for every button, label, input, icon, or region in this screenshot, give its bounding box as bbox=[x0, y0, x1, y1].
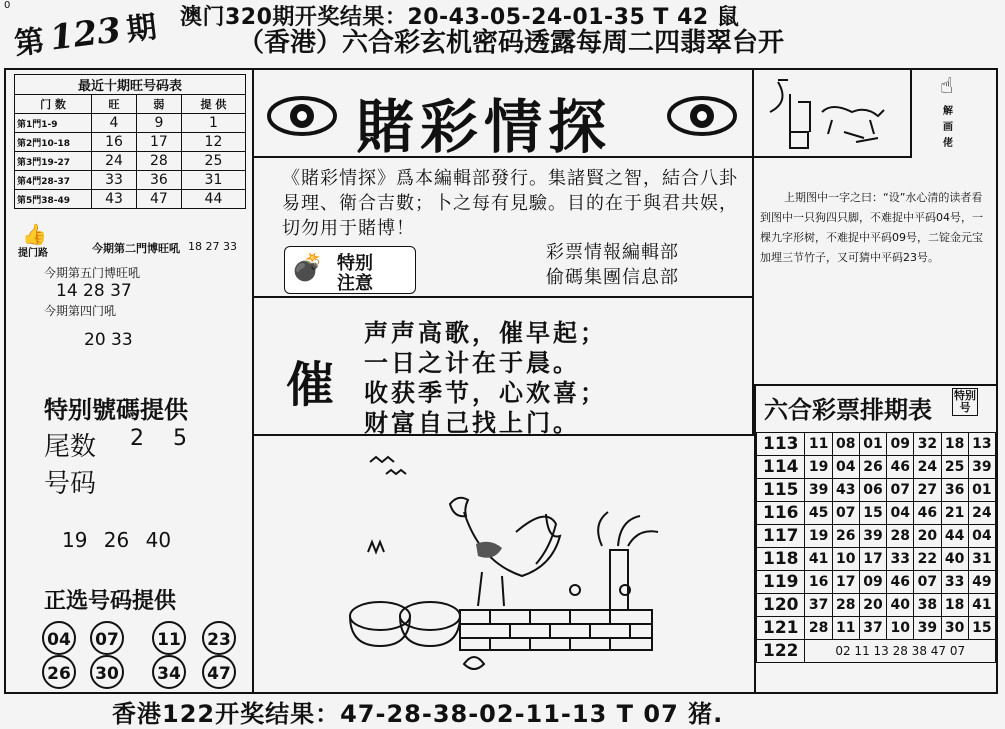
cell: 36 bbox=[136, 171, 181, 190]
cell: 9 bbox=[136, 114, 181, 133]
cell: 32 bbox=[914, 433, 941, 456]
issue-cell: 122 bbox=[757, 640, 805, 663]
table-row bbox=[15, 190, 246, 209]
cell: 44 bbox=[181, 190, 245, 209]
col-header: 提 供 bbox=[181, 95, 245, 114]
cell: 02 11 13 28 38 47 07 bbox=[805, 640, 996, 663]
cell: 07 bbox=[887, 479, 914, 502]
selected-title: 正选号码提供 bbox=[44, 589, 177, 614]
cell: 11 bbox=[805, 433, 832, 456]
selected-number: 04 bbox=[42, 621, 76, 655]
selected-number: 23 bbox=[202, 621, 236, 655]
cell: 15 bbox=[859, 502, 886, 525]
poem-line: 一日之计在于晨。 bbox=[364, 349, 580, 377]
cell: 45 bbox=[805, 502, 832, 525]
cell: 18 bbox=[941, 433, 968, 456]
cell: 41 bbox=[805, 548, 832, 571]
fifth-gate-numbers: 14 28 37 bbox=[56, 281, 132, 301]
recent-table-header bbox=[15, 95, 246, 114]
cell: 20 bbox=[859, 594, 886, 617]
schedule-title: 六合彩票排期表 bbox=[764, 396, 932, 424]
cell: 46 bbox=[914, 502, 941, 525]
hk-result: 香港122开奖结果：47-28-38-02-11-13 T 07 猪. bbox=[112, 700, 724, 728]
cell: 04 bbox=[887, 502, 914, 525]
special-cell: 49 bbox=[968, 571, 995, 594]
table-row bbox=[757, 433, 996, 456]
thumb-icon: 👍 bbox=[22, 222, 47, 246]
second-gate-numbers: 18 27 33 bbox=[188, 240, 237, 253]
table-row bbox=[15, 171, 246, 190]
row-label: 第5門38-49 bbox=[15, 190, 92, 209]
cell: 25 bbox=[941, 456, 968, 479]
cell: 20 bbox=[914, 525, 941, 548]
schedule-special-label: 特别号 bbox=[954, 389, 976, 414]
cell: 06 bbox=[859, 479, 886, 502]
fourth-gate-label: 今期第四门吼 bbox=[44, 304, 117, 318]
issue-cell: 118 bbox=[757, 548, 805, 571]
special-cell: 01 bbox=[968, 479, 995, 502]
issue-cell: 120 bbox=[757, 594, 805, 617]
notice-label-1: 特别 bbox=[337, 253, 373, 274]
cell: 19 bbox=[805, 525, 832, 548]
number-label: 号码 bbox=[44, 469, 97, 499]
fourth-gate-numbers: 20 33 bbox=[84, 330, 133, 350]
cell: 07 bbox=[914, 571, 941, 594]
cell: 43 bbox=[92, 190, 137, 209]
cell: 10 bbox=[887, 617, 914, 640]
bomb-icon: 💣 bbox=[291, 253, 324, 283]
rooster-illustration bbox=[340, 448, 670, 678]
selected-number: 26 bbox=[42, 655, 76, 689]
hand-icon: ☝ bbox=[940, 74, 954, 99]
issue-cell: 116 bbox=[757, 502, 805, 525]
table-row bbox=[15, 152, 246, 171]
cell: 1 bbox=[181, 114, 245, 133]
special-cell: 04 bbox=[968, 525, 995, 548]
cell: 11 bbox=[832, 617, 859, 640]
table-row bbox=[757, 640, 996, 663]
special-cell: 24 bbox=[968, 502, 995, 525]
special-cell: 31 bbox=[968, 548, 995, 571]
tail-values: 2 5 bbox=[130, 426, 187, 451]
cell: 17 bbox=[136, 133, 181, 152]
cell: 33 bbox=[92, 171, 137, 190]
cell: 04 bbox=[832, 456, 859, 479]
cell: 39 bbox=[805, 479, 832, 502]
issue-cell: 117 bbox=[757, 525, 805, 548]
poem-line: 财富自己找上门。 bbox=[364, 409, 580, 437]
table-row bbox=[757, 571, 996, 594]
table-row bbox=[757, 456, 996, 479]
recent-table-wrap bbox=[14, 74, 246, 209]
cell: 17 bbox=[859, 548, 886, 571]
explanation-text: 上期图中一字之曰：“设”水心清的读者看到图中一只狗四只脚，不难捉中平码04号，一棵九字形树，不难捉中平码09号，二锭金元宝加埋三节竹子，又可猜中平码23号。 bbox=[760, 191, 983, 264]
recent-table-title: 最近十期旺号码表 bbox=[14, 74, 246, 94]
cell: 46 bbox=[887, 571, 914, 594]
cell: 26 bbox=[859, 456, 886, 479]
cell: 28 bbox=[136, 152, 181, 171]
table-row bbox=[15, 114, 246, 133]
table-row bbox=[757, 548, 996, 571]
cell: 28 bbox=[805, 617, 832, 640]
cell: 33 bbox=[941, 571, 968, 594]
issue-number: 123 bbox=[47, 10, 124, 59]
dept-2: 偷碼集團信息部 bbox=[546, 267, 679, 288]
table-row bbox=[757, 525, 996, 548]
cell: 30 bbox=[941, 617, 968, 640]
cell: 01 bbox=[859, 433, 886, 456]
poem-line: 收获季节，心欢喜； bbox=[364, 379, 607, 407]
fifth-gate-label: 今期第五门博旺吼 bbox=[44, 266, 141, 280]
issue-cell: 121 bbox=[757, 617, 805, 640]
cell: 08 bbox=[832, 433, 859, 456]
cell: 4 bbox=[92, 114, 137, 133]
selected-number: 30 bbox=[90, 655, 124, 689]
banner-title: 賭彩情探 bbox=[356, 93, 613, 161]
table-row bbox=[15, 133, 246, 152]
row-label: 第3門19-27 bbox=[15, 152, 92, 171]
recent-table bbox=[14, 94, 246, 209]
cell: 16 bbox=[92, 133, 137, 152]
tail-label: 尾数 bbox=[44, 432, 97, 462]
table-row bbox=[757, 479, 996, 502]
cell: 37 bbox=[859, 617, 886, 640]
cell: 38 bbox=[914, 594, 941, 617]
cell: 28 bbox=[887, 525, 914, 548]
col-header: 弱 bbox=[136, 95, 181, 114]
cell: 17 bbox=[832, 571, 859, 594]
notice-badge bbox=[284, 246, 416, 294]
eye-icon bbox=[666, 94, 738, 138]
row-label: 第1門1-9 bbox=[15, 114, 92, 133]
cell: 44 bbox=[941, 525, 968, 548]
cell: 16 bbox=[805, 571, 832, 594]
cell: 39 bbox=[914, 617, 941, 640]
issue-prefix: 第 bbox=[12, 23, 47, 63]
col-header: 旺 bbox=[92, 95, 137, 114]
second-gate-label: 今期第二門博旺吼 bbox=[92, 242, 180, 255]
cell: 24 bbox=[92, 152, 137, 171]
cell: 27 bbox=[914, 479, 941, 502]
selected-number: 47 bbox=[202, 655, 236, 689]
special-title: 特别號碼提供 bbox=[44, 396, 188, 424]
cell: 28 bbox=[832, 594, 859, 617]
cell: 46 bbox=[887, 456, 914, 479]
cell: 26 bbox=[832, 525, 859, 548]
cell: 07 bbox=[832, 502, 859, 525]
header-subtitle: （香港）六合彩玄机密码透露每周二四翡翠台开 bbox=[238, 28, 785, 58]
schedule-table bbox=[756, 432, 996, 663]
cell: 31 bbox=[181, 171, 245, 190]
eye-icon bbox=[266, 94, 338, 138]
notice-label-2: 注意 bbox=[337, 273, 373, 294]
cell: 47 bbox=[136, 190, 181, 209]
cell: 22 bbox=[914, 548, 941, 571]
special-cell: 41 bbox=[968, 594, 995, 617]
cell: 12 bbox=[181, 133, 245, 152]
cell: 40 bbox=[887, 594, 914, 617]
table-row bbox=[757, 617, 996, 640]
selected-number: 34 bbox=[152, 655, 186, 689]
issue-cell: 119 bbox=[757, 571, 805, 594]
cell: 43 bbox=[832, 479, 859, 502]
special-cell: 13 bbox=[968, 433, 995, 456]
corner-mark: 0 bbox=[4, 0, 11, 11]
cell: 21 bbox=[941, 502, 968, 525]
cell: 24 bbox=[914, 456, 941, 479]
table-row bbox=[757, 594, 996, 617]
poem-line: 声声高歌，催早起； bbox=[364, 319, 607, 347]
intro-text: 《賭彩情探》爲本編輯部發行。集諸賢之智，結合八卦易理、衛合吉數；卜之每有見驗。目的在于與君共娱，切勿用于賭博！ bbox=[282, 168, 738, 239]
cell: 18 bbox=[941, 594, 968, 617]
tips-label: 提门路 bbox=[18, 248, 48, 259]
selected-number: 11 bbox=[152, 621, 186, 655]
col-header: 门 数 bbox=[15, 95, 92, 114]
cell: 25 bbox=[181, 152, 245, 171]
cell: 09 bbox=[887, 433, 914, 456]
puzzle-picture bbox=[760, 72, 908, 154]
cell: 09 bbox=[859, 571, 886, 594]
special-cell: 15 bbox=[968, 617, 995, 640]
puzzle-caption: 解 画 佬 bbox=[943, 106, 953, 149]
header bbox=[0, 0, 1005, 70]
macau-result: 澳门320期开奖结果：20-43-05-24-01-35 T 42 鼠 bbox=[180, 5, 740, 30]
cell: 39 bbox=[859, 525, 886, 548]
issue-cell: 113 bbox=[757, 433, 805, 456]
issue-suffix: 期 bbox=[124, 9, 159, 49]
cell: 40 bbox=[941, 548, 968, 571]
table-row bbox=[757, 502, 996, 525]
cell: 36 bbox=[941, 479, 968, 502]
issue-cell: 114 bbox=[757, 456, 805, 479]
dept-1: 彩票情報編輯部 bbox=[546, 242, 679, 263]
row-label: 第4門28-37 bbox=[15, 171, 92, 190]
cell: 19 bbox=[805, 456, 832, 479]
special-numbers: 19 26 40 bbox=[62, 528, 172, 552]
cell: 10 bbox=[832, 548, 859, 571]
issue-badge bbox=[12, 1, 167, 69]
special-cell: 39 bbox=[968, 456, 995, 479]
cell: 33 bbox=[887, 548, 914, 571]
issue-cell: 115 bbox=[757, 479, 805, 502]
poem-char: 催 bbox=[286, 357, 335, 413]
cell: 37 bbox=[805, 594, 832, 617]
row-label: 第2門10-18 bbox=[15, 133, 92, 152]
selected-number: 07 bbox=[90, 621, 124, 655]
